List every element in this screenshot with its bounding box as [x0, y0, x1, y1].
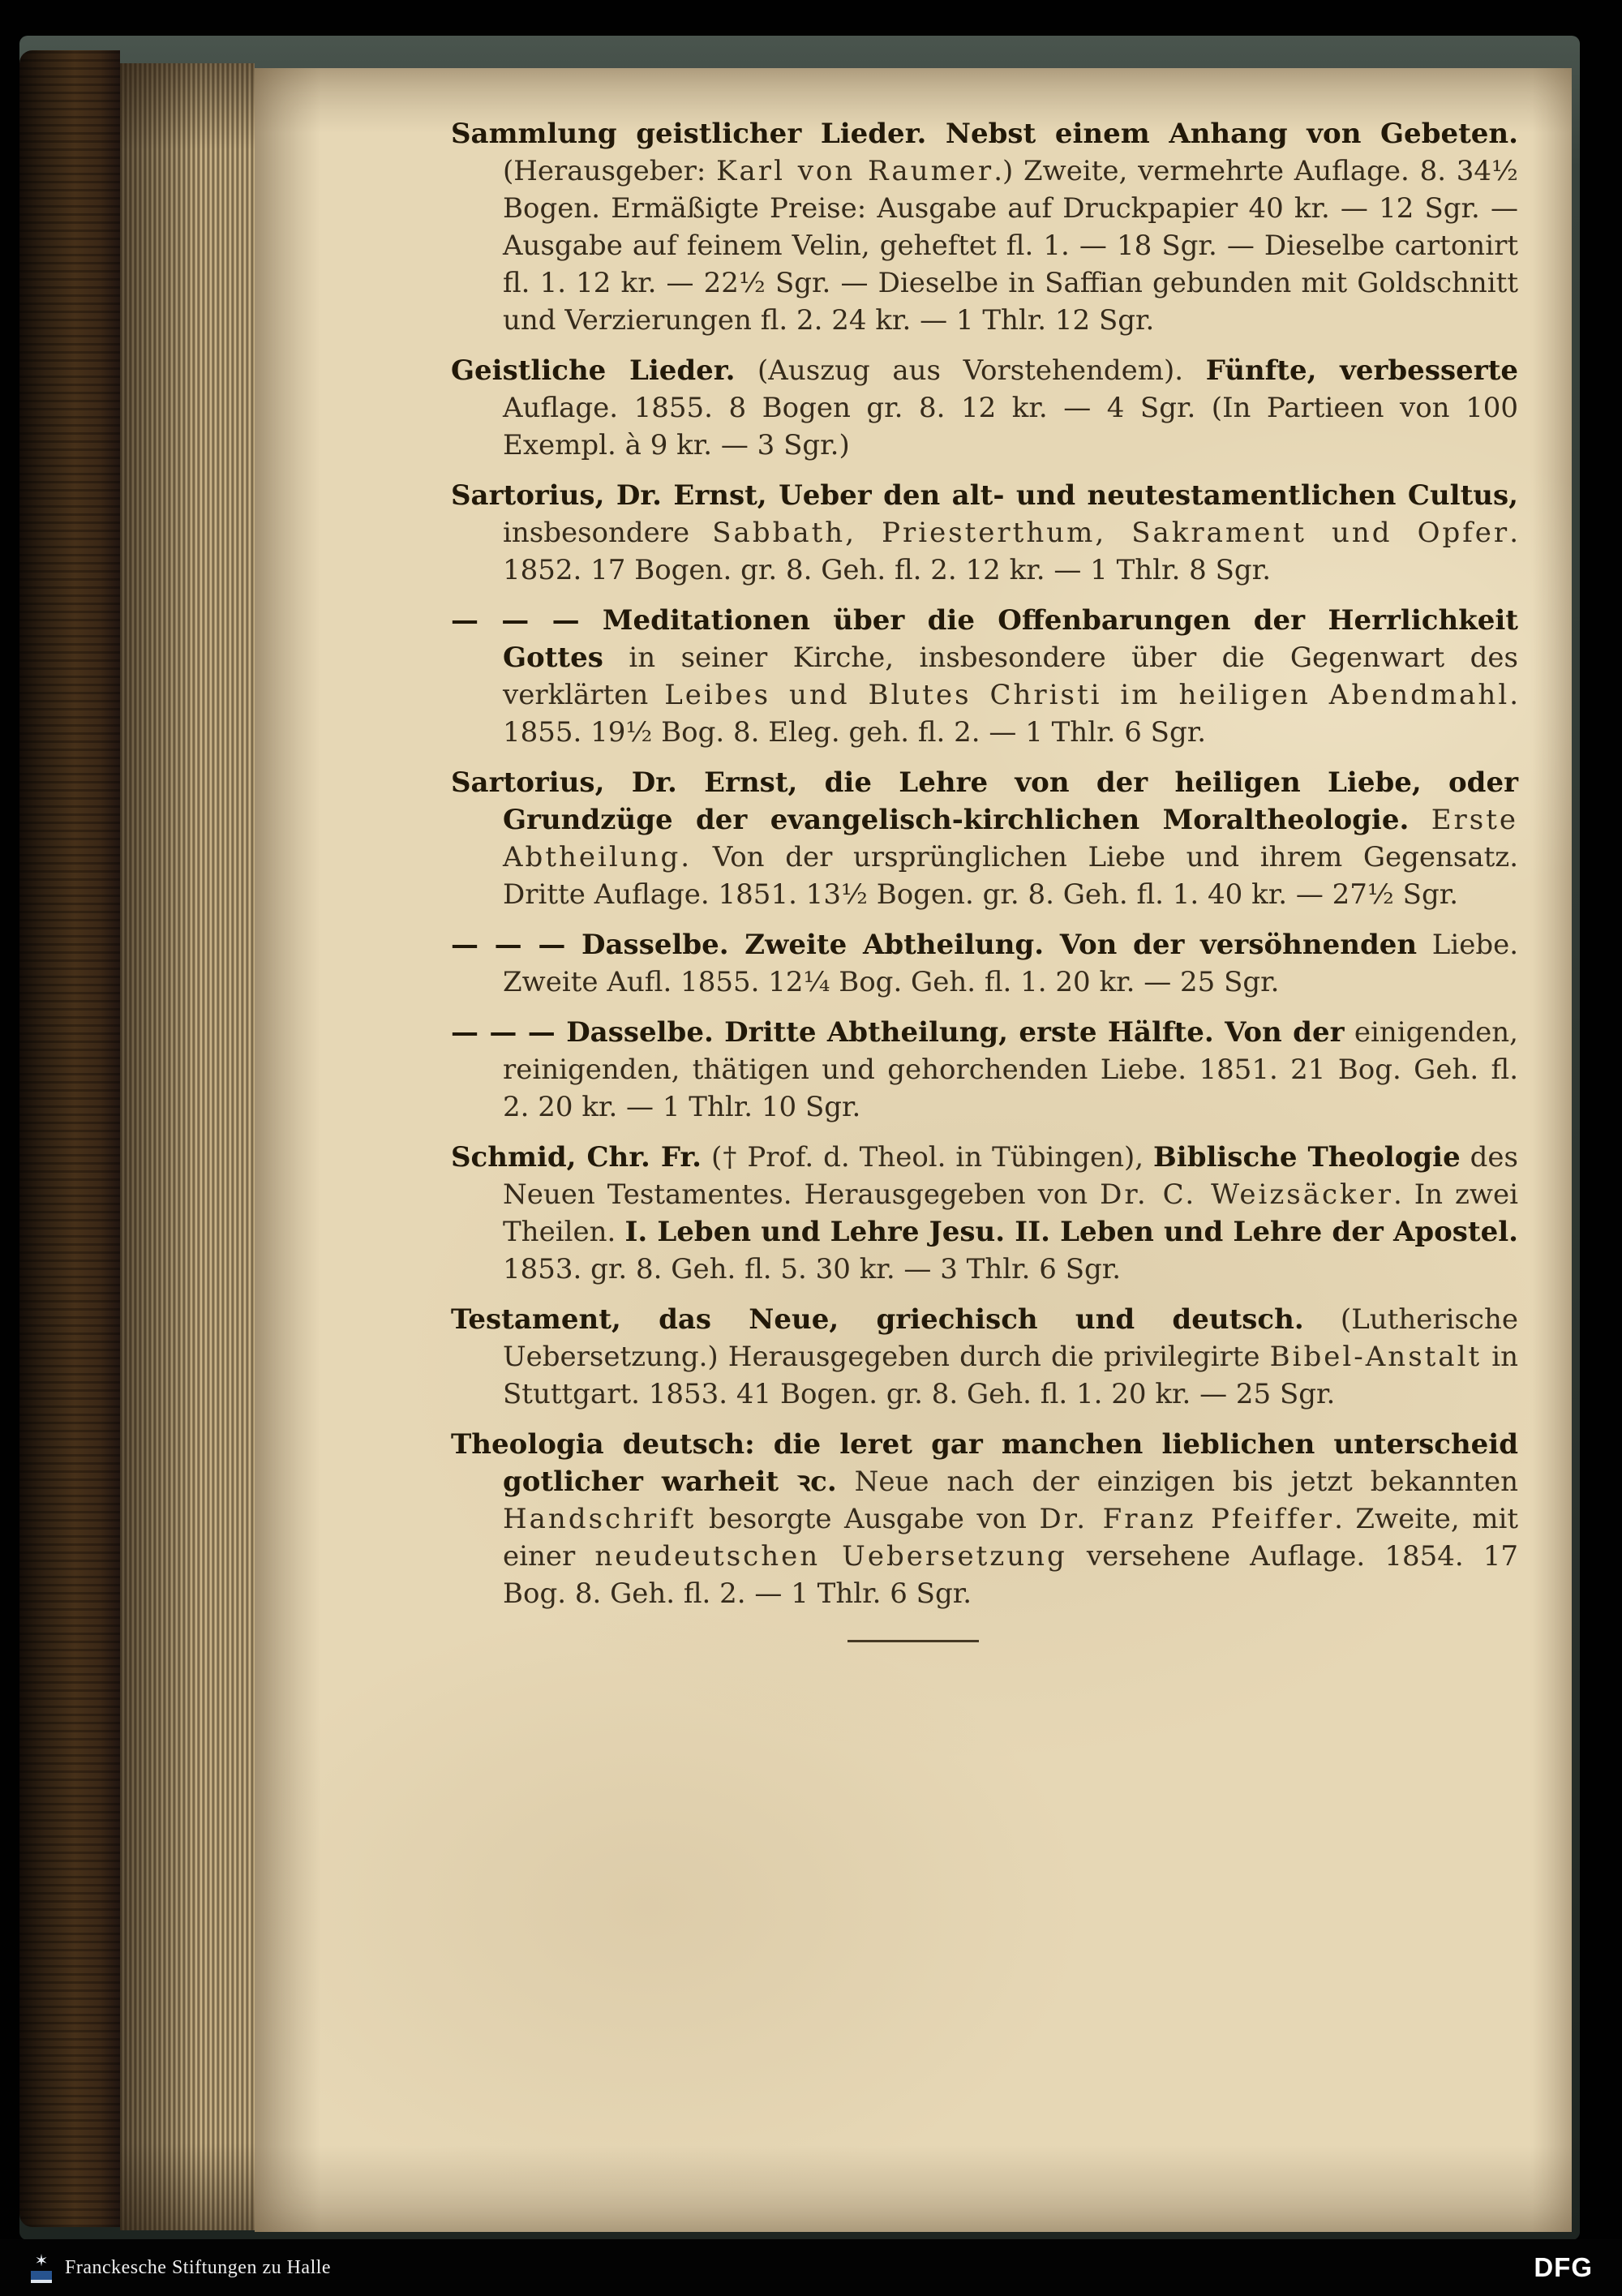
entry-text-segment: Auflage. 1855. 8 Bogen gr. 8. 12 kr. — 4 Sgr. (In Partieen von 100 Exempl. à 9 kr. — 3 Sgr.) [503, 392, 1518, 461]
entry-text-segment: Neue nach der einzigen bis jetzt bekannten [836, 1466, 1518, 1498]
entry-title-segment: — — — Meditationen über die Offenbarungen der Herrlichkeit Gottes [451, 604, 1518, 674]
entry-text-segment: (Auszug aus Vorstehendem). [735, 354, 1206, 387]
sun-emblem-icon: ✶ [34, 2251, 49, 2270]
entry-text-segment: Liebe. Zweite Aufl. 1855. 12¼ Bog. Geh. fl. 1. 20 kr. — 25 Sgr. [503, 929, 1519, 998]
entry-text-segment: in Stuttgart. 1853. 41 Bogen. gr. 8. Geh. fl. 1. 20 kr. — 25 Sgr. [503, 1341, 1518, 1410]
entry-text-segment: einigenden, reinigenden, thätigen und gehorchenden Liebe. 1851. 21 Bog. Geh. fl. 2. 20 kr. — 1 Thlr. 10 Sgr. [503, 1016, 1518, 1123]
viewer-bottom-bar [0, 2239, 1622, 2296]
dfg-logo[interactable]: DFG [1534, 2252, 1593, 2282]
entry-text-segment: († Prof. d. Theol. in Tübingen), [702, 1141, 1154, 1174]
section-divider-rule [847, 1640, 979, 1642]
institution-name: Franckesche Stiftungen zu Halle [65, 2256, 332, 2278]
entry-title-segment: — — — Dasselbe. Dritte Abtheilung, erste Hälfte. Von der [451, 1016, 1345, 1049]
entry-text-segment: Karl von Raumer [716, 155, 994, 187]
entry-title-segment: — — — Dasselbe. Zweite Abtheilung. Von der versöhnenden [451, 929, 1418, 961]
entry-title-segment: Fünfte, verbesserte [1205, 354, 1518, 387]
entry-text-segment: in seiner Kirche, insbesondere über die Gegenwart des verklärten [503, 642, 1518, 711]
entry-title-segment: Sartorius, Dr. Ernst, Ueber den alt- und neutestamentlichen Cultus, [451, 479, 1518, 512]
entry-text-segment: Sabbath, Priesterthum, Sakrament und Opfer [712, 517, 1510, 549]
franckesche-stiftungen-logo-icon [29, 2249, 54, 2286]
entry-text-segment: Erste Abtheilung. [503, 804, 1518, 873]
entry-text-segment: versehene Auflage. 1854. 17 Bog. 8. Geh. fl. 2. — 1 Thlr. 6 Sgr. [503, 1540, 1518, 1610]
entry-title-segment: Geistliche Lieder. [451, 354, 736, 387]
entry-text-segment: (Herausgeber: [503, 155, 717, 187]
entry-text-segment: 1853. gr. 8. Geh. fl. 5. 30 kr. — 3 Thlr. 6 Sgr. [503, 1253, 1122, 1285]
catalog-entry [451, 764, 1518, 913]
entry-text-segment: (Lutherische Uebersetzung.) Herausgegeben durch die privilegirte [503, 1303, 1518, 1373]
entry-title-segment: Theologia deutsch: die leret gar manchen lieblichen unterscheid gotlicher warheit ꝛc. [451, 1428, 1518, 1498]
entry-title-segment: Biblische Theologie [1153, 1141, 1461, 1174]
page-stack-edges [120, 63, 255, 2230]
entry-title-segment: Sammlung geistlicher Lieder. Nebst einem Anhang von Gebeten. [451, 118, 1518, 150]
entry-text-segment: insbesondere [503, 517, 713, 549]
catalog-entry [451, 115, 1518, 339]
catalog-entry [451, 1426, 1518, 1612]
entry-title-segment: I. Leben und Lehre Jesu. II. Leben und Lehre der Apostel. [624, 1216, 1519, 1248]
entry-text-segment: Dr. C. Weizsäcker [1100, 1178, 1393, 1211]
catalog-text [451, 115, 1518, 1612]
catalog-entry [451, 926, 1518, 1001]
entry-text-segment: Dr. Franz Pfeiffer [1039, 1503, 1335, 1535]
entry-text-segment: .) Zweite, vermehrte Auflage. 8. 34½ Bogen. Ermäßigte Preise: Ausgabe auf Druckpapier 40 kr. — 12 Sgr. — Ausgabe auf feinem Velin, geheftet fl. 1. — 18 Sgr. — Dieselbe cartonirt fl. 1. 12 kr. — 22½ Sgr. — Dieselbe in Saffian gebunden mit Goldschnitt und Verzierungen fl. 2. 24 kr. — 1 Thlr. 12 Sgr. [503, 155, 1518, 337]
entry-text-segment: . Zweite, mit einer [503, 1503, 1519, 1573]
entry-text-segment: des Neuen Testamentes. Herausgegeben von [503, 1141, 1518, 1211]
catalog-entry [451, 602, 1518, 751]
entry-title-segment: Schmid, Chr. Fr. [451, 1141, 702, 1174]
catalog-entry [451, 352, 1518, 464]
entry-title-segment: Sartorius, Dr. Ernst, die Lehre von der heiligen Liebe, oder Grundzüge der evangelisch-kirchlichen Moraltheologie. [451, 766, 1518, 836]
entry-text-segment: . 1855. 19½ Bog. 8. Eleg. geh. fl. 2. — 1 Thlr. 6 Sgr. [503, 679, 1519, 749]
entry-text-segment [1409, 804, 1431, 836]
catalog-entry [451, 1014, 1518, 1126]
entry-text-segment: . In zwei Theilen. [503, 1178, 1518, 1248]
entry-text-segment: Von der ursprünglichen Liebe und ihrem Gegensatz. Dritte Auflage. 1851. 13½ Bogen. gr. 8. Geh. fl. 1. 40 kr. — 27½ Sgr. [503, 841, 1518, 911]
entry-text-segment: Handschrift [503, 1503, 697, 1535]
entry-text-segment: neudeutschen Uebersetzung [594, 1540, 1067, 1573]
logo-plate [31, 2271, 52, 2283]
entry-title-segment: Testament, das Neue, griechisch und deutsch. [451, 1303, 1304, 1336]
scanned-page [255, 68, 1572, 2232]
entry-text-segment: Leibes und Blutes Christi im heiligen Abendmahl [664, 679, 1510, 711]
entry-text-segment: besorgte Ausgabe von [696, 1503, 1040, 1535]
catalog-entry [451, 1301, 1518, 1413]
catalog-entry [451, 1139, 1518, 1288]
catalog-entry [451, 477, 1518, 589]
institution-branding[interactable] [29, 2249, 331, 2286]
entry-text-segment: Bibel-Anstalt [1269, 1341, 1483, 1373]
entry-text-segment: . 1852. 17 Bogen. gr. 8. Geh. fl. 2. 12 kr. — 1 Thlr. 8 Sgr. [503, 517, 1518, 586]
book-spine [19, 50, 120, 2227]
